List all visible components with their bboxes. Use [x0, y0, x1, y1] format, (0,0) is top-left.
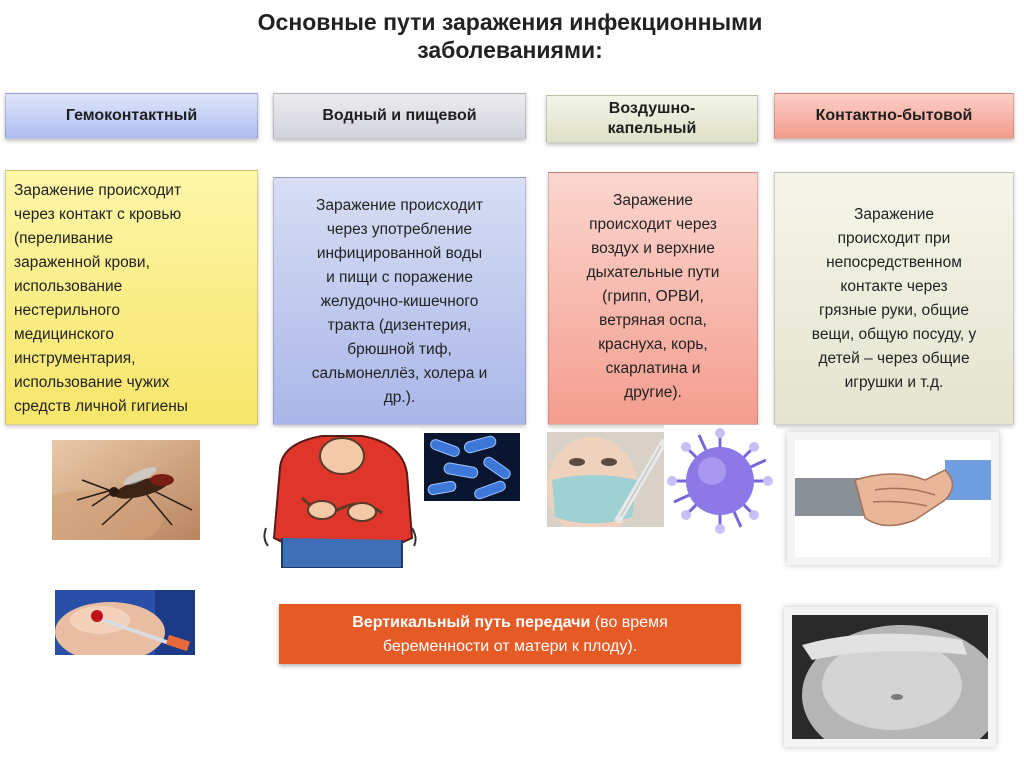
header-water-food: Водный и пищевой	[273, 93, 526, 139]
desc-line: через употребление	[326, 221, 473, 238]
desc-water-food	[273, 177, 526, 425]
desc-line: др.).	[383, 389, 416, 406]
stomach-ache-image	[262, 428, 420, 568]
vertical-line-1	[279, 611, 741, 635]
desc-line: нестерильного	[14, 302, 120, 319]
desc-airborne	[548, 172, 758, 425]
desc-line: непосредственном	[826, 254, 962, 271]
desc-line: вещи, общую посуду, у	[811, 326, 977, 343]
desc-line: скарлатина и	[605, 360, 701, 377]
desc-line: медицинского	[14, 326, 114, 343]
desc-line: игрушки и т.д.	[844, 374, 944, 391]
pregnant-belly-image	[784, 607, 996, 747]
header-airborne-line-1: Воздушно-	[608, 100, 696, 117]
desc-line: (переливание	[14, 230, 114, 247]
bacteria-image	[424, 433, 520, 501]
desc-line: происходит при	[837, 230, 951, 247]
title-line-2: заболеваниями:	[417, 37, 603, 63]
desc-line: грязные руки, общие	[818, 302, 969, 319]
desc-line: желудочно-кишечного	[320, 293, 479, 310]
vertical-rest: (во время	[590, 614, 668, 631]
desc-line: контакте через	[840, 278, 948, 295]
desc-line: зараженной крови,	[14, 254, 150, 271]
mask-thermometer-image	[547, 432, 667, 527]
desc-line: (грипп, ОРВИ,	[602, 288, 704, 305]
finger-blood-image	[55, 590, 195, 655]
vertical-line-2: беременности от матери к плоду).	[382, 638, 638, 655]
desc-line: и пищи с поражение	[326, 269, 473, 286]
desc-line: инфицированной воды	[316, 245, 483, 262]
desc-line: происходит через	[589, 216, 717, 233]
desc-line: другие).	[624, 384, 682, 401]
desc-line: брюшной тиф,	[347, 341, 452, 358]
title-line-1: Основные пути заражения инфекционными	[257, 9, 763, 35]
desc-line: тракта (дизентерия,	[327, 317, 472, 334]
desc-line: инструментария,	[14, 350, 136, 367]
desc-line: ветряная оспа,	[599, 312, 707, 329]
desc-contact-household	[774, 172, 1014, 425]
virus-image	[664, 425, 776, 537]
header-contact-household: Контактно-бытовой	[774, 93, 1014, 139]
page-title	[140, 8, 880, 64]
handshake-image	[787, 432, 999, 565]
desc-line: сальмонеллёз, холера и	[311, 365, 488, 382]
desc-line: Заражение происходит	[14, 182, 182, 199]
desc-line: средств личной гигиены	[14, 398, 188, 415]
desc-hemocontact	[5, 170, 258, 425]
mosquito-image	[52, 440, 200, 540]
desc-line: воздух и верхние	[591, 240, 715, 257]
header-hemocontact: Гемоконтактный	[5, 93, 258, 139]
desc-line: Заражение	[612, 192, 694, 209]
desc-line: дыхательные пути	[586, 264, 720, 281]
vertical-transmission-box	[279, 604, 741, 664]
desc-line: через контакт с кровью	[14, 206, 182, 223]
desc-line: использование чужих	[14, 374, 170, 391]
vertical-bold: Вертикальный путь передачи	[352, 614, 591, 631]
desc-line: Заражение происходит	[315, 197, 484, 214]
header-airborne	[546, 95, 758, 143]
desc-line: использование	[14, 278, 123, 295]
desc-line: Заражение	[853, 206, 935, 223]
desc-line: краснуха, корь,	[598, 336, 708, 353]
header-airborne-line-2: капельный	[607, 120, 697, 137]
desc-line: детей – через общие	[818, 350, 970, 367]
